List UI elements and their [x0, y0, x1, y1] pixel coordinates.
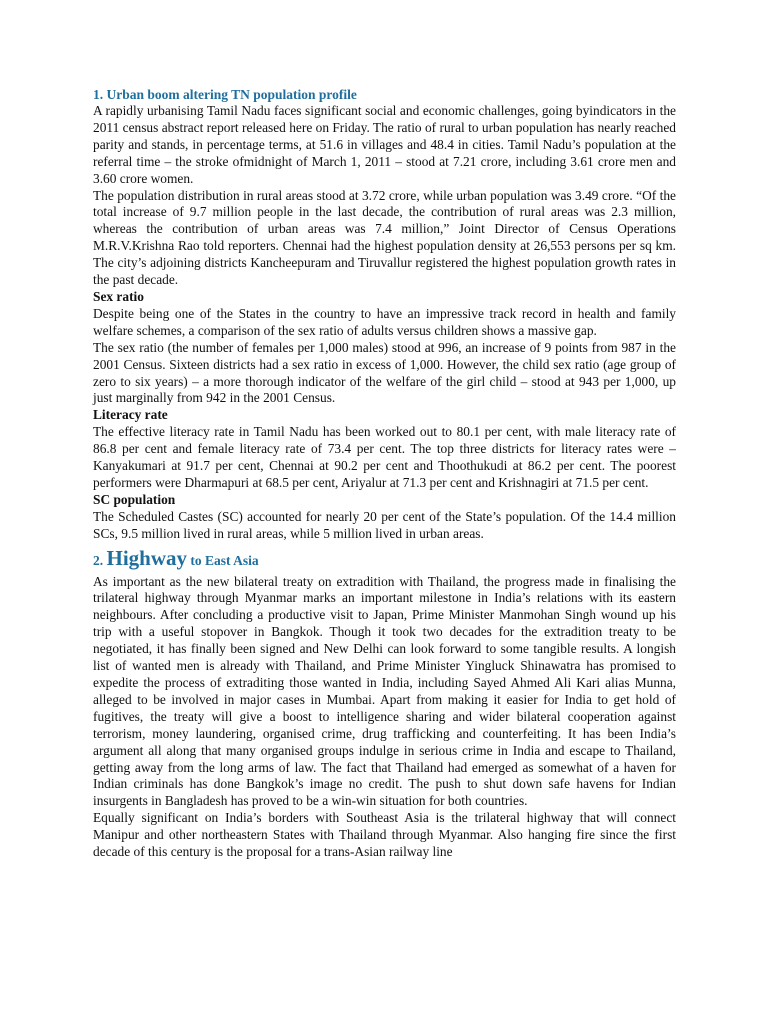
paragraph: Despite being one of the States in the country to have an impressive track record in health and family welfare schemes, a comparison of the sex ratio of adults versus children shows a massive gap. [93, 305, 676, 338]
paragraph: The population distribution in rural areas stood at 3.72 crore, while urban population was 3.49 crore. “Of the total increase of 9.7 million people in the last decade, the contribution of rural areas was 2.3 million, whereas the contribution of urban areas was 7.4 million,” Joint Director of Census Operations M.R.V.Krishna Rao told reporters. Chennai had the highest population density at 26,553 persons per sq km. The city’s adjoining districts Kancheepuram and Tiruvallur registered the highest population growth rates in the past decade. [93, 187, 676, 288]
section-2-heading-rest: to East Asia [187, 552, 259, 568]
paragraph: A rapidly urbanising Tamil Nadu faces significant social and economic challenges, going byindicators in the 2011 census abstract report released here on Friday. The ratio of rural to urban population has nearly reached parity and stands, in percentage terms, at 51.6 in villages and 48.4 in cities. Tamil Nadu’s population at the referral time – the stroke ofmidnight of March 1, 2011 – stood at 7.21 crore, including 3.61 crore men and 3.60 crore women. [93, 103, 676, 186]
section-1-heading: 1. Urban boom altering TN population profile [93, 87, 357, 102]
paragraph: The Scheduled Castes (SC) accounted for nearly 20 per cent of the State’s population. Of the 14.4 million SCs, 9.5 million lived in rural areas, while 5 million lived in urban areas. [93, 508, 676, 541]
section-2-number: 2. [93, 552, 107, 568]
sex-ratio-heading: Sex ratio [93, 288, 144, 304]
paragraph: Equally significant on India’s borders with Southeast Asia is the trilateral highway that will connect Manipur and other northeastern States with Thailand through Myanmar. Also hanging fire since the first decade of this century is the proposal for a trans-Asian railway line [93, 810, 676, 860]
section-2-heading-big: Highway [106, 545, 188, 570]
paragraph: The effective literacy rate in Tamil Nadu has been worked out to 80.1 per cent, with male literacy rate of 86.8 per cent and female literacy rate of 73.4 per cent. The top three districts for literacy rates were – Kanyakumari at 91.7 per cent, Chennai at 90.2 per cent and Thoothukudi at 86.2 per cent. The poorest performers were Dharmapuri at 68.5 per cent, Ariyalur at 71.3 per cent and Krishnagiri at 71.5 per cent. [93, 424, 676, 490]
section-2-heading [93, 545, 676, 574]
sc-population-heading: SC population [93, 491, 176, 507]
literacy-rate-heading: Literacy rate [93, 407, 168, 423]
paragraph: As important as the new bilateral treaty on extradition with Thailand, the progress made in finalising the trilateral highway through Myanmar marks an important milestone in India’s relations with its eastern neighbours. After concluding a productive visit to Japan, Prime Minister Manmohan Singh wound up his trip with a useful stopover in Bangkok. Though it took two decades for the extradition treaty to be negotiated, it has finally been signed and New Delhi can look forward to some tangible results. A longish list of wanted men is already with Thailand, and Prime Minister Yingluck Shinawatra has promised to expedite the process of extraditing those wanted in India, including Sayed Ahmed Ali Kari alias Munna, alleged to be involved in major cases in Mumbai. Apart from making it easier for India to get hold of fugitives, the treaty will give a boost to intelligence sharing and wider bilateral cooperation against terrorism, money laundering, organised crime, drug trafficking and counterfeiting. It has been India’s argument all along that many organised groups indulge in serious crime in India and escape to Thailand, getting away from the long arms of law. The fact that Thailand had emerged as somewhat of a haven for Indian criminals has done Bangkok’s image no credit. The push to shut down safe havens for Indian insurgents in Bangladesh has proved to be a win-win situation for both countries. [93, 573, 676, 809]
paragraph: The sex ratio (the number of females per 1,000 males) stood at 996, an increase of 9 points from 987 in the 2001 Census. Sixteen districts had a sex ratio in excess of 1,000. However, the child sex ratio (age group of zero to six years) – a more thorough indicator of the welfare of the girl child – stood at 943 per 1,000, up just marginally from 942 in the 2001 Census. [93, 339, 676, 406]
